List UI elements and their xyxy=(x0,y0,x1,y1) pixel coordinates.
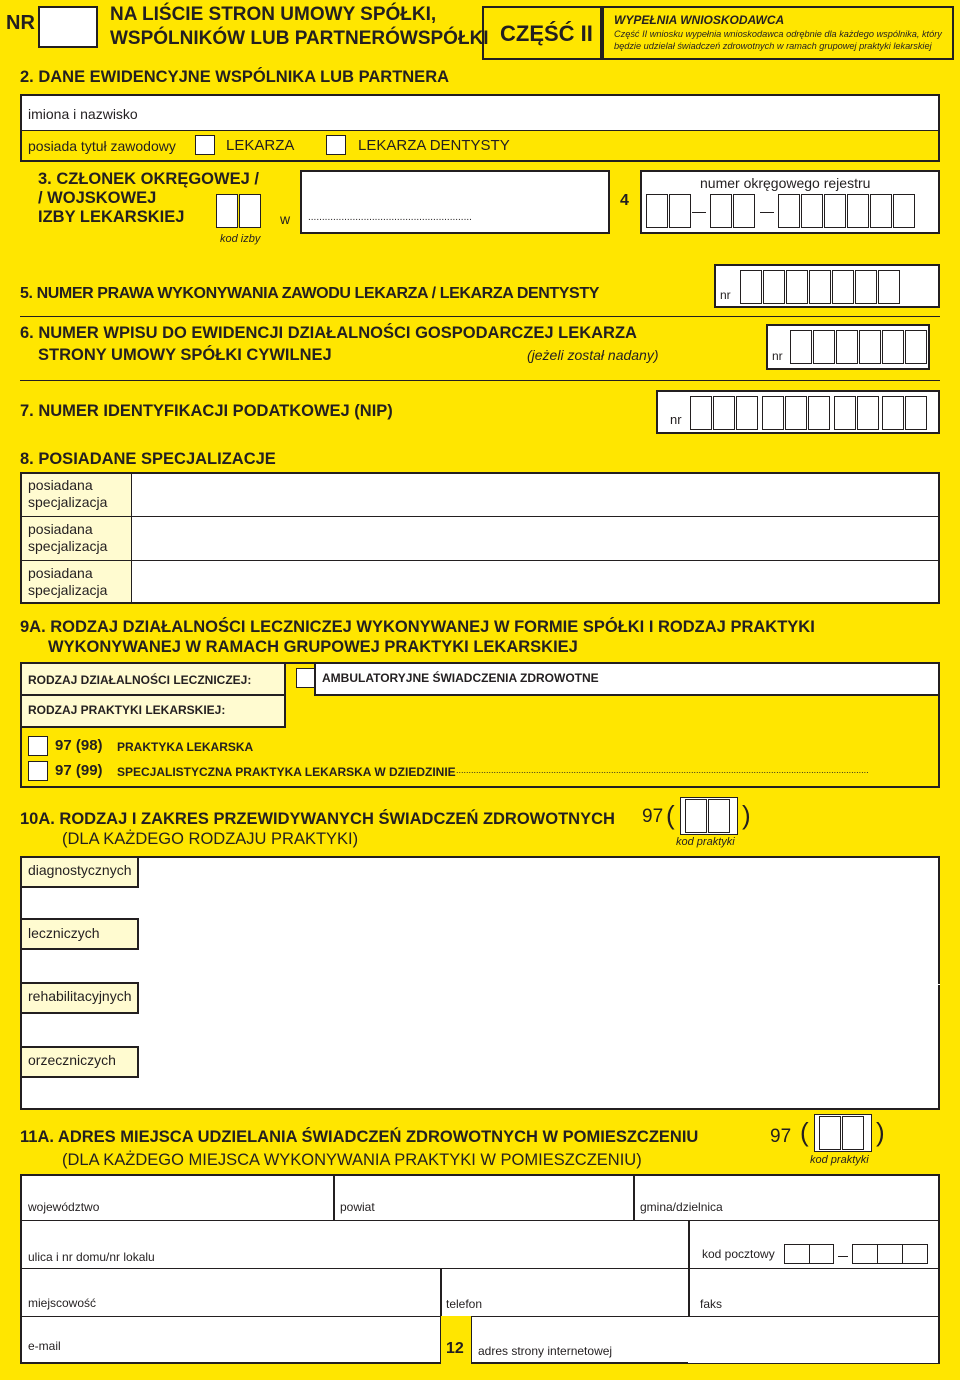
fill-info-title: WYPEŁNIA WNIOSKODAWCA xyxy=(614,13,785,27)
section-7-nr: nr xyxy=(670,412,682,427)
section-3-heading2: / WOJSKOWEJ xyxy=(38,189,157,207)
part-box xyxy=(482,6,602,60)
opt2-text: SPECJALISTYCZNA PRAKTYKA LEKARSKA W DZIEDZINIE xyxy=(117,765,456,779)
activity-checkbox[interactable] xyxy=(296,668,316,688)
section-6-heading1: 6. NUMER WPISU DO EWIDENCJI DZIAŁALNOŚCI GOSPODARCZEJ LEKARZA xyxy=(20,324,637,342)
divider xyxy=(20,1268,940,1269)
email-label: e-mail xyxy=(28,1339,61,1353)
section-10a-heading2: (DLA KAŻDEGO RODZAJU PRAKTYKI) xyxy=(62,830,359,848)
section-3-heading3: IZBY LEKARSKIEJ xyxy=(38,208,185,226)
lekarza-checkbox[interactable] xyxy=(195,135,215,155)
kod-izby-cells[interactable] xyxy=(216,194,262,228)
dentysty-label: LEKARZA DENTYSTY xyxy=(358,137,510,154)
registry-cells-2[interactable] xyxy=(710,194,756,228)
nip-cells-1[interactable] xyxy=(690,396,759,430)
powiat-label: powiat xyxy=(340,1200,375,1214)
spec-field-1[interactable] xyxy=(134,474,938,515)
orzecz-label: orzeczniczych xyxy=(28,1052,116,1068)
opt1-text: PRAKTYKA LEKARSKA xyxy=(117,740,254,754)
lecz-label: leczniczych xyxy=(28,925,100,941)
divider xyxy=(20,316,940,317)
spec-label-1b: specjalizacja xyxy=(28,494,108,510)
divider xyxy=(20,380,940,381)
section-9a-heading1: 9A. RODZAJ DZIAŁALNOŚCI LECZNICZEJ WYKONYWANEJ W FORMIE SPÓŁKI I RODZAJ PRAKTYKI xyxy=(20,618,815,636)
spec-label-2b: specjalizacja xyxy=(28,538,108,554)
registry-cells-3[interactable] xyxy=(778,194,916,228)
title-label: posiada tytuł zawodowy xyxy=(28,138,176,154)
kod-pocztowy-label: kod pocztowy xyxy=(702,1247,775,1261)
orzecz-field[interactable] xyxy=(142,1048,938,1108)
names-label: imiona i nazwisko xyxy=(28,106,138,122)
rehab-label: rehabilitacyjnych xyxy=(28,988,132,1004)
practice-label: RODZAJ PRAKTYKI LEKARSKIEJ: xyxy=(28,703,226,717)
wojewodztwo-field[interactable] xyxy=(22,1176,332,1219)
izba-dots: ........................................................... xyxy=(308,212,472,223)
nip-cells-3[interactable] xyxy=(834,396,880,430)
nr-field[interactable] xyxy=(38,6,98,48)
kod-izby-label: kod izby xyxy=(220,233,261,245)
divider xyxy=(20,516,940,517)
kod-praktyki-cells-10[interactable] xyxy=(685,799,731,833)
dentysty-checkbox[interactable] xyxy=(326,135,346,155)
divider xyxy=(20,560,940,561)
section-7-heading: 7. NUMER IDENTYFIKACJI PODATKOWEJ (NIP) xyxy=(20,402,393,420)
dash xyxy=(692,212,706,213)
dziedzina-field[interactable]: ..................................................................................................................................................................... xyxy=(456,765,869,775)
www-label: adres strony internetowej xyxy=(478,1344,613,1358)
lecz-field[interactable] xyxy=(142,920,938,980)
activity-label: RODZAJ DZIAŁALNOŚCI LECZNICZEJ: xyxy=(28,673,252,687)
nip-cells-2[interactable] xyxy=(762,396,831,430)
dash xyxy=(838,1256,848,1257)
section-2-heading: 2. DANE EWIDENCYJNE WSPÓLNIKA LUB PARTNERA xyxy=(20,68,450,86)
miejscowosc-field[interactable] xyxy=(22,1270,439,1315)
email-field[interactable] xyxy=(22,1318,439,1363)
spec-label-1a: posiadana xyxy=(28,477,93,493)
gmina-field[interactable] xyxy=(635,1176,938,1219)
field-number-4: 4 xyxy=(620,192,629,209)
header-title-line2: WSPÓLNIKÓW LUB PARTNERÓWSPÓŁKI xyxy=(110,28,489,49)
section-9a-heading2: WYKONYWANEJ W RAMACH GRUPOWEJ PRAKTYKI LEKARSKIEJ xyxy=(48,638,578,656)
diag-label: diagnostycznych xyxy=(28,862,132,878)
section-11a-heading2: (DLA KAŻDEGO MIEJSCA WYKONYWANIA PRAKTYKI W POMIESZCZENIU) xyxy=(62,1151,642,1169)
section-10a-rparen: ) xyxy=(742,800,751,830)
fill-info-box xyxy=(602,6,954,60)
divider xyxy=(20,1220,940,1221)
section-6-heading2: STRONY UMOWY SPÓŁKI CYWILNEJ xyxy=(38,346,332,364)
telefon-field[interactable] xyxy=(442,1270,687,1315)
specjalistyczna-checkbox[interactable] xyxy=(28,761,48,781)
spec-label-3b: specjalizacja xyxy=(28,582,108,598)
spec-label-2a: posiadana xyxy=(28,521,93,537)
spec-field-2[interactable] xyxy=(134,518,938,559)
section-10a-code: 97 xyxy=(642,806,664,827)
section-11a-lparen: ( xyxy=(800,1117,809,1147)
section-11a-code: 97 xyxy=(770,1126,792,1147)
lekarza-label: LEKARZA xyxy=(226,137,295,154)
section-5-heading: 5. NUMER PRAWA WYKONYWANIA ZAWODU LEKARZA / LEKARZA DENTYSTY xyxy=(20,285,599,302)
pwz-cells[interactable] xyxy=(740,270,901,304)
header-title-line1: NA LIŚCIE STRON UMOWY SPÓŁKI, xyxy=(110,4,437,25)
powiat-field[interactable] xyxy=(335,1176,632,1219)
nr-label: NR xyxy=(6,12,35,34)
wojewodztwo-label: województwo xyxy=(28,1200,100,1214)
registry-label: numer okręgowego rejestru xyxy=(700,175,871,191)
opt2-code: 97 (99) xyxy=(55,762,103,779)
section-11a-rparen: ) xyxy=(876,1117,885,1147)
www-field[interactable] xyxy=(474,1318,687,1363)
faks-label: faks xyxy=(700,1297,723,1311)
part-label: CZĘŚĆ II xyxy=(500,21,593,46)
section-5-nr: nr xyxy=(720,288,731,302)
section-6-note: (jeżeli został nadany) xyxy=(527,347,659,363)
rehab-field[interactable] xyxy=(142,984,938,1044)
section-3-heading1: 3. CZŁONEK OKRĘGOWEJ / xyxy=(38,170,259,188)
ulica-label: ulica i nr domu/nr lokalu xyxy=(28,1250,155,1264)
spec-field-3[interactable] xyxy=(134,562,938,602)
section-6-nr: nr xyxy=(772,349,783,363)
ewidencja-cells[interactable] xyxy=(790,330,928,364)
registry-cells-1[interactable] xyxy=(646,194,692,228)
opt1-code: 97 (98) xyxy=(55,737,103,754)
faks-field[interactable] xyxy=(690,1270,938,1315)
field-number-12: 12 xyxy=(446,1340,464,1357)
kod-praktyki-label-10: kod praktyki xyxy=(676,836,735,848)
gmina-label: gmina/dzielnica xyxy=(640,1200,723,1214)
dash xyxy=(760,212,774,213)
w-label: w xyxy=(280,211,291,227)
section-11a-heading1: 11A. ADRES MIEJSCA UDZIELANIA ŚWIADCZEŃ ZDROWOTNYCH W POMIESZCZENIU xyxy=(20,1128,699,1146)
section-10a-heading1: 10A. RODZAJ I ZAKRES PRZEWIDYWANYCH ŚWIADCZEŃ ZDROWOTNYCH xyxy=(20,810,615,828)
kod-praktyki-label-11: kod praktyki xyxy=(810,1154,869,1166)
activity-value: AMBULATORYJNE ŚWIADCZENIA ZDROWOTNE xyxy=(322,671,599,685)
spec-label-3a: posiadana xyxy=(28,565,93,581)
praktyka-lekarska-checkbox[interactable] xyxy=(28,736,48,756)
section-10a-lparen: ( xyxy=(666,800,675,830)
kod-pocztowy-cells-1[interactable] xyxy=(784,1244,834,1264)
izba-field[interactable] xyxy=(300,170,610,234)
section-8-heading: 8. POSIADANE SPECJALIZACJE xyxy=(20,450,276,468)
telefon-label: telefon xyxy=(446,1297,483,1311)
fill-info-text1: Część II wniosku wypełnia wnioskodawca odrębnie dla każdego wspólnika, który xyxy=(614,29,942,39)
fill-info-text2: będzie udzielał świadczeń zdrowotnych w ramach grupowej praktyki lekarskiej xyxy=(614,41,932,51)
miejscowosc-label: miejscowość xyxy=(28,1296,97,1310)
diag-field[interactable] xyxy=(142,858,938,916)
nip-cells-4[interactable] xyxy=(882,396,928,430)
ulica-field[interactable] xyxy=(22,1222,687,1267)
kod-praktyki-cells-11[interactable] xyxy=(819,1116,865,1150)
kod-pocztowy-cells-2[interactable] xyxy=(852,1244,928,1264)
cover xyxy=(688,1317,938,1363)
